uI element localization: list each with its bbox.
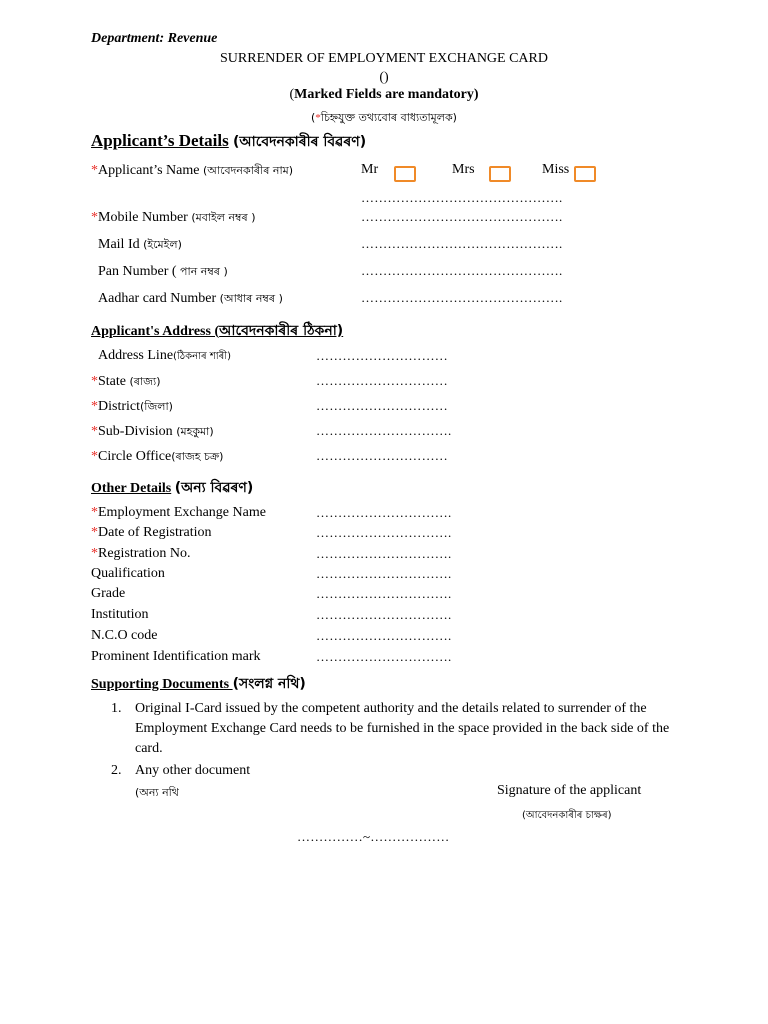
mrs-checkbox[interactable] bbox=[489, 165, 511, 183]
signature-label-bn: (আবেদনকাৰীৰ চাক্ষৰ) bbox=[522, 810, 612, 821]
date-of-registration-label: *Date of Registration bbox=[91, 525, 212, 540]
address-line-field[interactable]: ………………………… bbox=[316, 348, 448, 363]
identification-mark-field[interactable]: …………………………. bbox=[316, 649, 452, 664]
sub-division-field[interactable]: …………………………. bbox=[316, 423, 452, 438]
qualification-field[interactable]: …………………………. bbox=[316, 566, 452, 581]
salutation-miss: Miss bbox=[542, 162, 570, 177]
sub-division-label: *Sub-Division (মহকুমা) bbox=[91, 424, 214, 439]
address-line-label: Address Line(ঠিকনাৰ শাৰী) bbox=[98, 348, 232, 363]
district-label: *District(জিলা) bbox=[91, 399, 173, 414]
pan-number-label: Pan Number ( পান নম্বৰ ) bbox=[98, 264, 228, 279]
doc-item-2-number: 2. bbox=[111, 763, 122, 778]
nco-code-field[interactable]: …………………………. bbox=[316, 628, 452, 643]
applicant-details-heading: Applicant’s Details (আবেদনকাৰীৰ বিৱৰণ) bbox=[91, 131, 367, 150]
mobile-number-field[interactable]: ………………………………………. bbox=[361, 209, 563, 224]
salutation-mr: Mr bbox=[361, 162, 379, 177]
institution-label: Institution bbox=[91, 607, 149, 622]
supporting-documents-heading: Supporting Documents (সংলগ্ন নথি) bbox=[91, 676, 306, 692]
employment-exchange-name-label: *Employment Exchange Name bbox=[91, 505, 266, 520]
title-parens: () bbox=[379, 70, 389, 85]
mandatory-note-bn: (*চিহ্নযুক্ত তথ্যবোৰ বাধ্যতামূলক) bbox=[311, 111, 457, 124]
mobile-number-label: *Mobile Number (মবাইল নম্বৰ ) bbox=[91, 210, 256, 225]
footer-dotted-line: ……………~……………… bbox=[297, 829, 450, 844]
registration-no-field[interactable]: …………………………. bbox=[316, 546, 452, 561]
circle-office-label: *Circle Office(ৰাজহ চক্ৰ) bbox=[91, 449, 224, 464]
other-document-bn: (অন্য নথি bbox=[135, 786, 179, 799]
signature-label: Signature of the applicant bbox=[497, 783, 642, 798]
mandatory-note: (Marked Fields are mandatory) bbox=[289, 87, 479, 102]
circle-office-field[interactable]: ………………………… bbox=[316, 448, 448, 463]
applicant-name-field[interactable]: ………………………………………. bbox=[361, 190, 563, 205]
mail-id-field[interactable]: ………………………………………. bbox=[361, 236, 563, 251]
date-of-registration-field[interactable]: …………………………. bbox=[316, 525, 452, 540]
salutation-mrs: Mrs bbox=[452, 162, 475, 177]
doc-item-2-text: Any other document bbox=[135, 763, 251, 778]
pan-number-field[interactable]: ………………………………………. bbox=[361, 263, 563, 278]
department-label: Department: Revenue bbox=[91, 31, 218, 46]
state-label: *State (ৰাজ্য) bbox=[91, 374, 161, 389]
grade-field[interactable]: …………………………. bbox=[316, 586, 452, 601]
nco-code-label: N.C.O code bbox=[91, 628, 158, 643]
doc-item-1-text: Original I-Card issued by the competent authority and the details related to surrender of the Employment Exchange Card needs to be furnished in the space provided in the back side of the card. bbox=[135, 701, 670, 756]
registration-no-label: *Registration No. bbox=[91, 546, 191, 561]
institution-field[interactable]: …………………………. bbox=[316, 607, 452, 622]
mail-id-label: Mail Id (ইমেইল) bbox=[98, 237, 182, 252]
identification-mark-label: Prominent Identification mark bbox=[91, 649, 261, 664]
state-field[interactable]: ………………………… bbox=[316, 373, 448, 388]
doc-item-1-number: 1. bbox=[111, 701, 122, 716]
mr-checkbox[interactable] bbox=[394, 165, 416, 183]
aadhar-number-field[interactable]: ………………………………………. bbox=[361, 290, 563, 305]
grade-label: Grade bbox=[91, 586, 126, 601]
qualification-label: Qualification bbox=[91, 566, 165, 581]
district-field[interactable]: ………………………… bbox=[316, 398, 448, 413]
form-title: SURRENDER OF EMPLOYMENT EXCHANGE CARD bbox=[220, 51, 548, 66]
applicant-name-label: *Applicant’s Name (আবেদনকাৰীৰ নাম) bbox=[91, 163, 294, 178]
applicant-address-heading: Applicant's Address (আবেদনকাৰীৰ ঠিকনা) bbox=[91, 323, 344, 339]
aadhar-number-label: Aadhar card Number (আধাৰ নম্বৰ ) bbox=[98, 291, 283, 306]
other-details-heading: Other Details (অন্য বিৱৰণ) bbox=[91, 480, 254, 496]
employment-exchange-name-field[interactable]: …………………………. bbox=[316, 505, 452, 520]
miss-checkbox[interactable] bbox=[574, 165, 596, 183]
